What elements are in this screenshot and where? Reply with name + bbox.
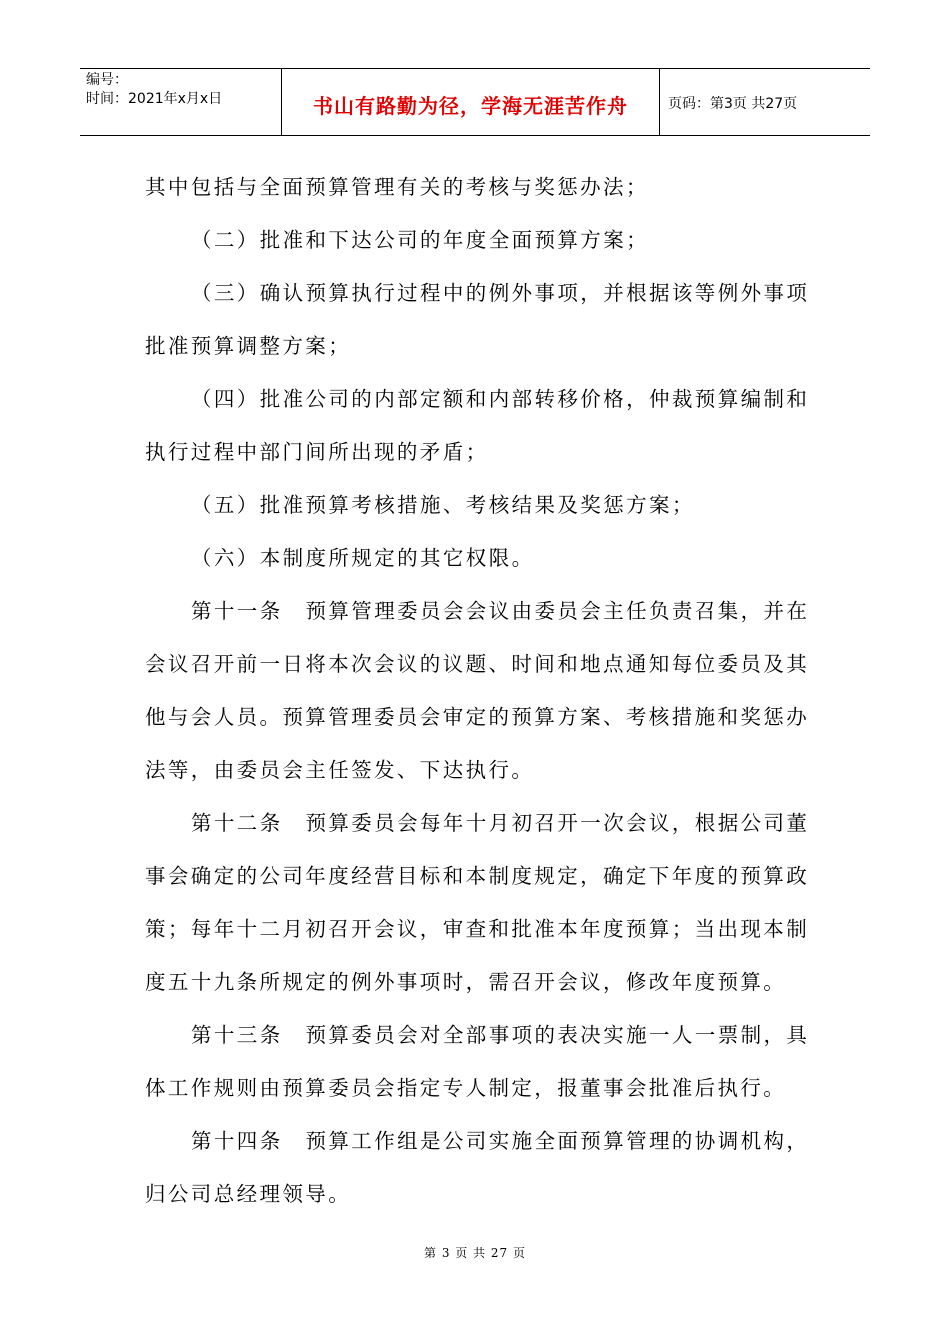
document-date-label: 时间：2021年x月x日 xyxy=(86,91,223,107)
paragraph: （二）批准和下达公司的年度全面预算方案； xyxy=(191,228,649,252)
paragraph: 第十四条 预算工作组是公司实施全面预算管理的协调机构，归公司总经理领导。 xyxy=(145,1129,810,1206)
header-meta xyxy=(80,69,282,135)
paragraph: （五）批准预算考核措施、考核结果及奖惩方案； xyxy=(191,493,695,517)
paragraph: （四）批准公司的内部定额和内部转移价格，仲裁预算编制和执行过程中部门间所出现的矛盾； xyxy=(145,387,810,464)
page-header xyxy=(80,68,870,136)
paragraph: （三）确认预算执行过程中的例外事项，并根据该等例外事项批准预算调整方案； xyxy=(145,281,810,358)
header-motto: 书山有路勤为径，学海无涯苦作舟 xyxy=(282,69,660,135)
paragraph: 第十二条 预算委员会每年十月初召开一次会议，根据公司董事会确定的公司年度经营目标和本制度规定，确定下年度的预算政策；每年十二月初召开会议，审查和批准本年度预算；当出现本制度五十九条所规定的例外事项时，需召开会议，修改年度预算。 xyxy=(145,811,810,994)
paragraph: 其中包括与全面预算管理有关的考核与奖惩办法； xyxy=(145,175,649,199)
paragraph: （六）本制度所规定的其它权限。 xyxy=(191,546,535,570)
document-body xyxy=(145,161,810,1221)
header-page-number: 页码：第3页 共27页 xyxy=(668,96,798,112)
paragraph: 第十三条 预算委员会对全部事项的表决实施一人一票制，具体工作规则由预算委员会指定专人制定，报董事会批准后执行。 xyxy=(145,1023,810,1100)
paragraph: 第十一条 预算管理委员会会议由委员会主任负责召集，并在会议召开前一日将本次会议的议题、时间和地点通知每位委员及其他与会人员。预算管理委员会审定的预算方案、考核措施和奖惩办法等，由委员会主任签发、下达执行。 xyxy=(145,599,810,782)
page-footer: 第 3 页 共 27 页 xyxy=(424,1246,526,1260)
document-number-label: 编号： xyxy=(86,72,128,88)
